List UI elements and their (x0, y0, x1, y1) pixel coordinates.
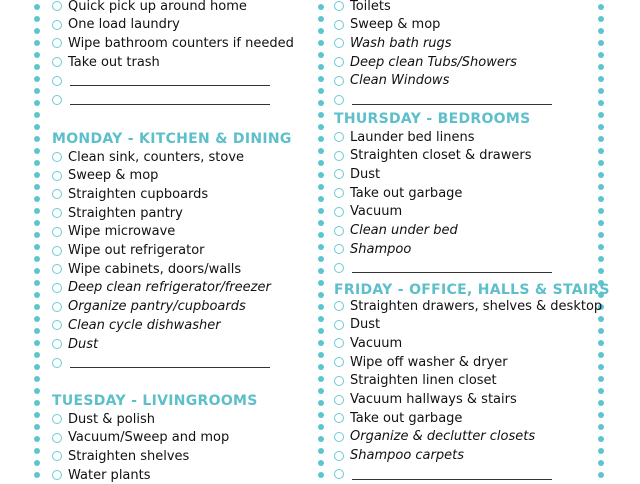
checklist-item-label: Straighten cupboards (68, 186, 209, 202)
checkbox-circle-icon[interactable] (334, 151, 344, 161)
checkbox-circle-icon[interactable] (334, 263, 344, 273)
border-dot (318, 292, 324, 298)
border-dot (318, 268, 324, 274)
checkbox-circle-icon[interactable] (334, 76, 344, 86)
checklist-item-label: Straighten linen closet (350, 373, 497, 389)
checklist-item-label: Water plants (68, 467, 151, 483)
border-dot (318, 280, 324, 286)
border-dot (34, 256, 40, 262)
border-dot (318, 340, 324, 346)
checklist-item (52, 335, 98, 353)
border-dot (318, 196, 324, 202)
border-dot (318, 436, 324, 442)
border-dot (34, 184, 40, 190)
checklist-item-label: Wipe microwave (68, 224, 176, 240)
border-dot (34, 124, 40, 130)
blank-write-in-line[interactable] (352, 469, 552, 480)
border-dot (598, 136, 604, 142)
checkbox-circle-icon[interactable] (334, 226, 344, 236)
checklist-item-label: Straighten closet & drawers (350, 148, 532, 164)
border-dot (598, 76, 604, 82)
checklist-item (52, 53, 160, 71)
checklist-item (334, 128, 475, 146)
border-dot (318, 148, 324, 154)
checkbox-circle-icon[interactable] (52, 358, 62, 368)
border-dot (598, 184, 604, 190)
border-dot (318, 136, 324, 142)
border-dot (598, 460, 604, 466)
border-dot (34, 172, 40, 178)
border-dot (34, 4, 40, 10)
checkbox-circle-icon[interactable] (52, 152, 62, 162)
checklist-item-label: Wipe cabinets, doors/walls (68, 261, 242, 277)
checkbox-circle-icon[interactable] (334, 207, 344, 217)
border-dot (598, 16, 604, 22)
border-dot (598, 364, 604, 370)
checklist-item (52, 466, 151, 484)
border-dot (34, 220, 40, 226)
checkbox-circle-icon[interactable] (52, 283, 62, 293)
checklist-item (52, 260, 241, 278)
checklist-item-label: Wipe bathroom counters if needed (68, 35, 294, 51)
checkbox-circle-icon[interactable] (52, 433, 62, 443)
blank-write-in-line[interactable] (352, 262, 552, 273)
border-dot (34, 280, 40, 286)
border-dot (598, 40, 604, 46)
checklist-item-label: Clean under bed (350, 223, 458, 238)
border-dot (34, 340, 40, 346)
border-dot (598, 100, 604, 106)
middle-dotted-border (318, 0, 326, 480)
checklist-item (334, 53, 517, 71)
blank-checklist-item (52, 354, 270, 372)
border-dot (34, 388, 40, 394)
border-dot (34, 76, 40, 82)
border-dot (318, 124, 324, 130)
checkbox-circle-icon[interactable] (334, 57, 344, 67)
checklist-item (52, 242, 205, 260)
checkbox-circle-icon[interactable] (52, 38, 62, 48)
checklist-item-label: Dust (68, 336, 99, 352)
checklist-item (52, 298, 246, 316)
checklist-item (334, 316, 380, 334)
checkbox-circle-icon[interactable] (334, 132, 344, 142)
border-dot (34, 232, 40, 238)
border-dot (34, 136, 40, 142)
checkbox-circle-icon[interactable] (52, 189, 62, 199)
border-dot (598, 28, 604, 34)
checklist-item-label: Clean Windows (350, 73, 450, 89)
border-dot (34, 268, 40, 274)
border-dot (598, 268, 604, 274)
checklist-item (334, 16, 440, 34)
checklist-item (334, 184, 462, 202)
checklist-item (52, 167, 158, 185)
border-dot (34, 148, 40, 154)
friday-heading: FRIDAY - OFFICE, HALLS & STAIRS (334, 282, 610, 298)
border-dot (318, 28, 324, 34)
border-dot (34, 16, 40, 22)
border-dot (318, 40, 324, 46)
border-dot (598, 208, 604, 214)
checkbox-circle-icon[interactable] (334, 20, 344, 30)
thursday-heading: THURSDAY - BEDROOMS (334, 111, 531, 127)
checkbox-circle-icon[interactable] (334, 38, 344, 48)
border-dot (598, 88, 604, 94)
checklist-item (334, 428, 535, 446)
checkbox-circle-icon[interactable] (334, 451, 344, 461)
border-dot (598, 112, 604, 118)
checklist-item (52, 185, 208, 203)
checkbox-circle-icon[interactable] (334, 1, 344, 11)
checklist-item-label: Straighten drawers, shelves & desktop (350, 298, 603, 314)
checkbox-circle-icon[interactable] (334, 301, 344, 311)
checkbox-circle-icon[interactable] (334, 320, 344, 330)
border-dot (318, 376, 324, 382)
border-dot (34, 244, 40, 250)
checkbox-circle-icon[interactable] (52, 1, 62, 11)
border-dot (34, 88, 40, 94)
checklist-item-label: Straighten pantry (68, 205, 183, 221)
border-dot (598, 328, 604, 334)
border-dot (598, 52, 604, 58)
checklist-item-label: Vacuum (350, 335, 403, 351)
checklist-item-label: Clean cycle dishwasher (68, 317, 221, 333)
checklist-item (52, 204, 183, 222)
checkbox-circle-icon[interactable] (52, 246, 62, 256)
border-dot (318, 244, 324, 250)
monday-heading: MONDAY - KITCHEN & DINING (52, 131, 292, 147)
border-dot (598, 400, 604, 406)
checklist-item-label: Organize pantry/cupboards (68, 299, 246, 315)
border-dot (34, 40, 40, 46)
border-dot (318, 160, 324, 166)
checklist-item-label: Take out trash (68, 54, 160, 70)
border-dot (34, 196, 40, 202)
checkbox-circle-icon[interactable] (52, 20, 62, 30)
border-dot (318, 208, 324, 214)
border-dot (34, 28, 40, 34)
border-dot (318, 424, 324, 430)
checklist-item (52, 316, 221, 334)
checkbox-circle-icon[interactable] (52, 227, 62, 237)
blank-write-in-line[interactable] (70, 357, 270, 368)
checklist-item (334, 203, 402, 221)
border-dot (318, 184, 324, 190)
checklist-item (334, 72, 449, 90)
checkbox-circle-icon[interactable] (52, 57, 62, 67)
checklist-item-label: Take out garbage (350, 185, 463, 201)
checklist-item-label: Vacuum (350, 204, 403, 220)
border-dot (598, 124, 604, 130)
border-dot (598, 472, 604, 478)
border-dot (318, 412, 324, 418)
checklist-item-label: Sweep & mop (350, 17, 441, 33)
checkbox-circle-icon[interactable] (334, 95, 344, 105)
border-dot (598, 376, 604, 382)
checklist-item (334, 240, 411, 258)
checklist-item (334, 372, 497, 390)
checkbox-circle-icon[interactable] (52, 339, 62, 349)
border-dot (598, 388, 604, 394)
checklist-item (334, 34, 452, 52)
checklist-item-label: Toilets (350, 0, 391, 14)
border-dot (598, 172, 604, 178)
checkbox-circle-icon[interactable] (52, 414, 62, 424)
border-dot (34, 424, 40, 430)
border-dot (34, 112, 40, 118)
checklist-item-label: Wipe off washer & dryer (350, 354, 508, 370)
border-dot (34, 352, 40, 358)
border-dot (34, 460, 40, 466)
border-dot (318, 64, 324, 70)
checkbox-circle-icon[interactable] (52, 451, 62, 461)
checklist-item (52, 429, 229, 447)
border-dot (598, 340, 604, 346)
checklist-item (334, 334, 402, 352)
checkbox-circle-icon[interactable] (334, 413, 344, 423)
border-dot (598, 316, 604, 322)
checkbox-circle-icon[interactable] (334, 469, 344, 479)
checklist-item (334, 222, 458, 240)
border-dot (598, 64, 604, 70)
blank-checklist-item (334, 465, 552, 483)
left-column (52, 0, 314, 483)
checklist-item (334, 353, 508, 371)
border-dot (318, 4, 324, 10)
border-dot (34, 448, 40, 454)
checkbox-circle-icon[interactable] (334, 395, 344, 405)
border-dot (34, 472, 40, 478)
border-dot (34, 304, 40, 310)
border-dot (34, 376, 40, 382)
border-dot (34, 292, 40, 298)
checklist-item-label: Vacuum hallways & stairs (350, 392, 517, 407)
checklist-item-label: Shampoo carpets (350, 448, 464, 464)
border-dot (34, 52, 40, 58)
checklist-item-label: Wash bath rugs (350, 35, 452, 51)
checklist-item (52, 279, 271, 297)
checklist-item (334, 391, 517, 409)
checklist-item (334, 0, 391, 15)
border-dot (318, 460, 324, 466)
checklist-item-label: Deep clean Tubs/Showers (350, 54, 517, 70)
checklist-item (334, 447, 464, 465)
checklist-item-label: Dust (350, 317, 381, 333)
blank-checklist-item (334, 91, 552, 109)
checkbox-circle-icon[interactable] (52, 264, 62, 274)
checklist-item-label: Deep clean refrigerator/freezer (68, 280, 271, 296)
border-dot (318, 112, 324, 118)
border-dot (318, 388, 324, 394)
checklist-item (334, 409, 462, 427)
checklist-item (52, 148, 244, 166)
checkbox-circle-icon[interactable] (334, 244, 344, 254)
checkbox-circle-icon[interactable] (334, 338, 344, 348)
border-dot (598, 256, 604, 262)
checklist-item (334, 297, 602, 315)
border-dot (34, 64, 40, 70)
blank-write-in-line[interactable] (70, 75, 270, 86)
border-dot (34, 400, 40, 406)
checklist-item-label: Dust (350, 166, 381, 182)
blank-write-in-line[interactable] (70, 94, 270, 105)
checkbox-circle-icon[interactable] (334, 188, 344, 198)
border-dot (598, 412, 604, 418)
border-dot (318, 364, 324, 370)
border-dot (318, 220, 324, 226)
checkbox-circle-icon[interactable] (334, 357, 344, 367)
checklist-item-label: Launder bed linens (350, 129, 475, 145)
checklist-item (52, 16, 180, 34)
border-dot (34, 208, 40, 214)
border-dot (34, 100, 40, 106)
checklist-item-label: One load laundry (68, 17, 180, 33)
border-dot (318, 304, 324, 310)
border-dot (598, 220, 604, 226)
checklist-item-label: Wipe out refrigerator (68, 243, 205, 258)
border-dot (598, 160, 604, 166)
tuesday-heading: TUESDAY - LIVINGROOMS (52, 393, 258, 409)
border-dot (598, 4, 604, 10)
checklist-item (52, 0, 247, 15)
checklist-item (334, 147, 532, 165)
right-column (334, 0, 610, 480)
border-dot (318, 172, 324, 178)
border-dot (318, 448, 324, 454)
border-dot (598, 448, 604, 454)
checkbox-circle-icon[interactable] (334, 169, 344, 179)
border-dot (598, 148, 604, 154)
border-dot (598, 244, 604, 250)
border-dot (598, 352, 604, 358)
checklist-item-label: Clean sink, counters, stove (68, 149, 245, 165)
border-dot (318, 52, 324, 58)
border-dot (34, 160, 40, 166)
checkbox-circle-icon[interactable] (52, 76, 62, 86)
border-dot (34, 328, 40, 334)
blank-checklist-item (52, 72, 270, 90)
border-dot (318, 316, 324, 322)
checklist-item-label: Shampoo (350, 241, 412, 257)
blank-checklist-item (334, 259, 552, 277)
border-dot (318, 352, 324, 358)
checklist-item (52, 447, 189, 465)
border-dot (318, 16, 324, 22)
checklist-item-label: Organize & declutter closets (350, 429, 536, 445)
border-dot (318, 400, 324, 406)
checkbox-circle-icon[interactable] (52, 171, 62, 181)
border-dot (318, 100, 324, 106)
checkbox-circle-icon[interactable] (52, 95, 62, 105)
checklist-item-label: Sweep & mop (68, 168, 159, 184)
checklist-item (334, 165, 380, 183)
right-dotted-border (598, 0, 606, 480)
border-dot (34, 364, 40, 370)
checklist-item-label: Straighten shelves (68, 448, 190, 464)
blank-checklist-item (52, 91, 270, 109)
checkbox-circle-icon[interactable] (334, 432, 344, 442)
border-dot (318, 232, 324, 238)
border-dot (598, 424, 604, 430)
checkbox-circle-icon[interactable] (52, 208, 62, 218)
border-dot (34, 412, 40, 418)
border-dot (598, 196, 604, 202)
border-dot (318, 472, 324, 478)
checklist-item-label: Vacuum/Sweep and mop (68, 430, 230, 446)
checklist-item (52, 34, 294, 52)
border-dot (318, 76, 324, 82)
blank-write-in-line[interactable] (352, 94, 552, 105)
border-dot (34, 316, 40, 322)
checkbox-circle-icon[interactable] (52, 320, 62, 330)
checkbox-circle-icon[interactable] (52, 470, 62, 480)
checklist-item-label: Dust & polish (68, 411, 155, 427)
left-dotted-border (34, 0, 42, 480)
checklist-item (52, 223, 175, 241)
border-dot (318, 88, 324, 94)
checkbox-circle-icon[interactable] (334, 376, 344, 386)
border-dot (598, 436, 604, 442)
border-dot (598, 232, 604, 238)
border-dot (318, 256, 324, 262)
checkbox-circle-icon[interactable] (52, 302, 62, 312)
checklist-item (52, 410, 155, 428)
checklist-item-label: Quick pick up around home (68, 0, 247, 14)
checklist-item-label: Take out garbage (350, 410, 463, 426)
border-dot (34, 436, 40, 442)
border-dot (318, 328, 324, 334)
